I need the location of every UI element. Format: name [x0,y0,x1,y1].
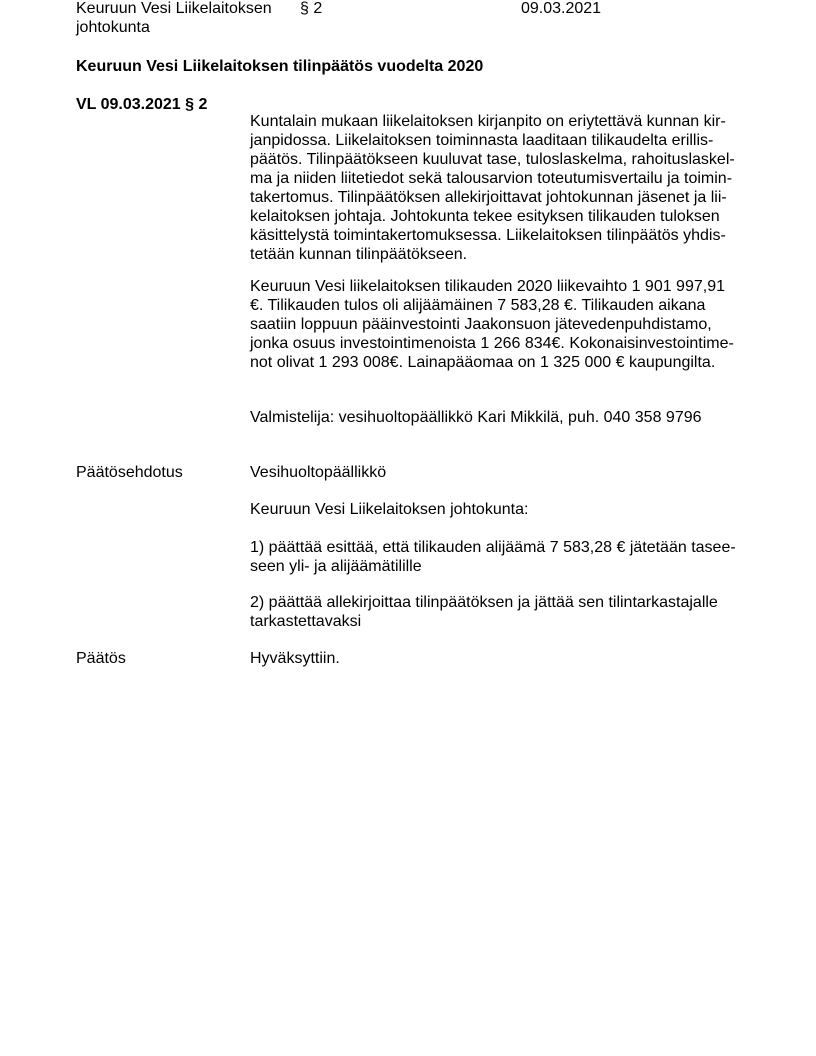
body-paragraph-1: Kuntalain mukaan liikelaitoksen kirjanpito on eriytettävä kunnan kir- janpidossa. Liikelaitoksen toiminnasta laaditaan tilikaudelta erillis- päätös. Tilinpäätökseen kuuluvat tase, tuloslaskelma, rahoituslaskel- ma ja niiden liitetiedot sekä talousarvion toteutumisvertailu ja toimin- takertomus. Tilinpäätöksen allekirjoittavat johtokunnan jäsenet ja lii- kelaitoksen johtaja. Johtokunta tekee esityksen tilikauden tuloksen käsittelystä toimintakertomuksessa. Liikelaitoksen tilinpäätös yhdis- tetään kunnan tilinpäätökseen. [250,113,735,263]
proposal-proposer: Vesihuoltopäällikkö [250,464,387,481]
decision-text: Hyväksyttiin. [250,650,340,667]
prepared-by: Valmistelija: vesihuoltopäällikkö Kari Mikkilä, puh. 040 358 9796 [250,409,702,426]
proposal-item-1: 1) päättää esittää, että tilikauden alijäämä 7 583,28 € jätetään tasee- seen yli- ja alijäämätilille [250,539,736,575]
document-reference: VL 09.03.2021 § 2 [76,96,208,113]
body-paragraph-2: Keuruun Vesi liikelaitoksen tilikauden 2020 liikevaihto 1 901 997,91 €. Tilikauden tulos oli alijäämäinen 7 583,28 €. Tilikauden aikana saatiin loppuun pääinvestointi Jaakonsuon jätevedenpuhdistamo, jonka osuus investointimenoista 1 266 834€. Kokonaisinvestointime- not olivat 1 293 008€. Lainapääomaa on 1 325 000 € kaupungilta. [250,278,734,371]
organization-name: Keuruun Vesi Liikelaitoksen johtokunta [76,0,272,36]
proposal-intro: Keuruun Vesi Liikelaitoksen johtokunta: [250,501,529,518]
proposal-label: Päätösehdotus [76,464,183,481]
meeting-date: 09.03.2021 [521,0,602,17]
proposal-item-2: 2) päättää allekirjoittaa tilinpäätöksen ja jättää sen tilintarkastajalle tarkastettavaksi [250,594,718,630]
section-number: § 2 [300,0,323,17]
document-title: Keuruun Vesi Liikelaitoksen tilinpäätös vuodelta 2020 [76,58,484,75]
decision-label: Päätös [76,650,126,667]
